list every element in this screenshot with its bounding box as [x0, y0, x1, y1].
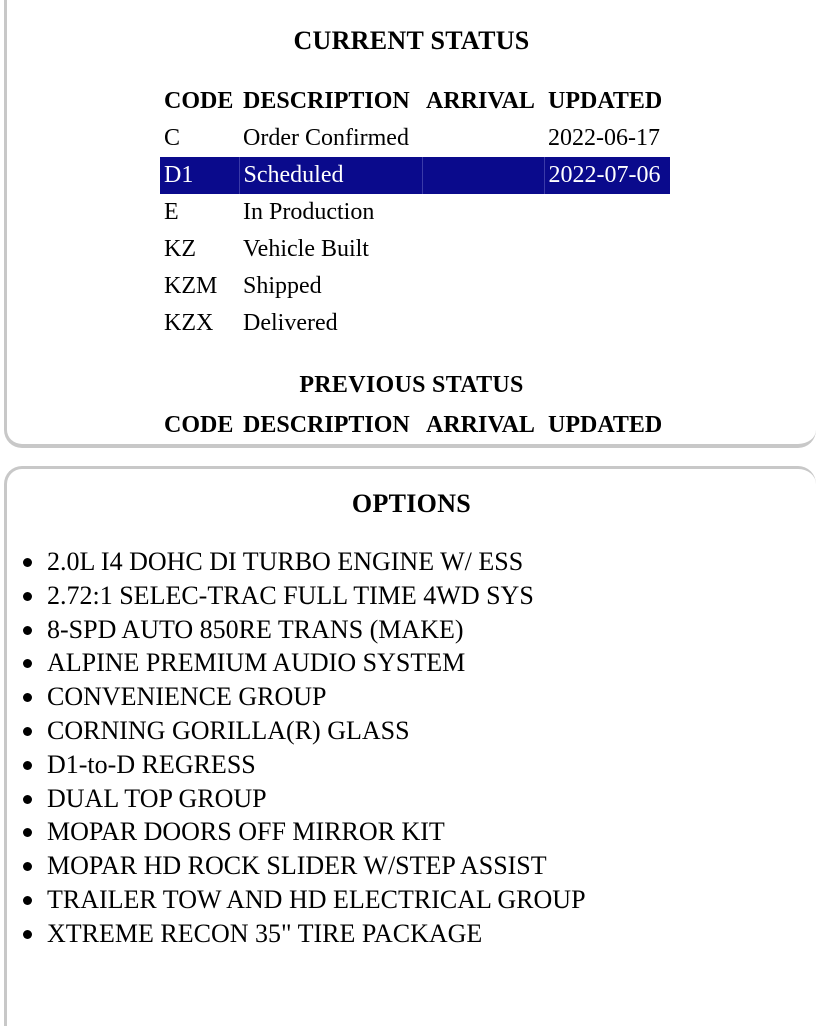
cell-description: Vehicle Built	[243, 236, 369, 262]
option-label: DUAL TOP GROUP	[47, 783, 267, 813]
status-card	[4, 0, 816, 448]
list-item	[21, 714, 586, 748]
current-status-table	[160, 82, 670, 342]
cell-description: In Production	[243, 199, 375, 225]
cell-arrival	[422, 268, 544, 305]
cell-updated	[544, 268, 670, 305]
list-item	[21, 646, 586, 680]
list-item	[21, 849, 586, 883]
list-item	[21, 883, 586, 917]
bullet-icon	[23, 727, 32, 736]
option-label: MOPAR DOORS OFF MIRROR KIT	[47, 817, 445, 847]
table-header-row	[160, 406, 670, 444]
bullet-icon	[23, 693, 32, 702]
cell-updated	[544, 231, 670, 268]
cell-code: KZX	[164, 310, 214, 336]
header-updated: UPDATED	[548, 87, 663, 114]
bullet-icon	[23, 592, 32, 601]
option-label: TRAILER TOW AND HD ELECTRICAL GROUP	[47, 884, 586, 914]
cell-arrival	[422, 231, 544, 268]
option-label: ALPINE PREMIUM AUDIO SYSTEM	[47, 648, 466, 678]
header-updated: UPDATED	[548, 411, 663, 438]
previous-status-table	[160, 406, 670, 444]
option-label: CONVENIENCE GROUP	[47, 682, 327, 712]
cell-updated: 2022-06-17	[548, 125, 660, 151]
option-label: CORNING GORILLA(R) GLASS	[47, 715, 410, 745]
table-header-row	[160, 82, 670, 120]
bullet-icon	[23, 930, 32, 939]
cell-code: KZM	[164, 273, 218, 299]
bullet-icon	[23, 659, 32, 668]
list-item	[21, 579, 586, 613]
table-row[interactable]	[160, 268, 670, 305]
cell-code: C	[164, 125, 181, 151]
table-row[interactable]	[160, 157, 670, 194]
option-label: MOPAR HD ROCK SLIDER W/STEP ASSIST	[47, 851, 547, 881]
header-code: CODE	[164, 411, 234, 438]
option-label: 8-SPD AUTO 850RE TRANS (MAKE)	[47, 614, 464, 644]
bullet-icon	[23, 761, 32, 770]
table-row[interactable]	[160, 194, 670, 231]
list-item	[21, 917, 586, 951]
cell-updated	[544, 194, 670, 231]
cell-code: KZ	[164, 236, 196, 262]
option-label: 2.72:1 SELEC-TRAC FULL TIME 4WD SYS	[47, 580, 534, 610]
list-item	[21, 748, 586, 782]
cell-description: Delivered	[243, 310, 338, 336]
list-item	[21, 782, 586, 816]
header-code: CODE	[164, 87, 234, 114]
options-title: OPTIONS	[351, 489, 472, 518]
bullet-icon	[23, 896, 32, 905]
cell-arrival	[422, 120, 544, 157]
bullet-icon	[23, 862, 32, 871]
list-item	[21, 815, 586, 849]
header-arrival: ARRIVAL	[426, 411, 535, 438]
cell-code: E	[164, 199, 179, 225]
list-item	[21, 545, 586, 579]
table-row[interactable]	[160, 231, 670, 268]
cell-updated: 2022-07-06	[544, 157, 670, 194]
cell-description: Shipped	[243, 273, 322, 299]
table-row[interactable]	[160, 120, 670, 157]
option-label: 2.0L I4 DOHC DI TURBO ENGINE W/ ESS	[47, 547, 524, 576]
header-description: DESCRIPTION	[243, 411, 410, 438]
cell-arrival	[422, 305, 544, 342]
table-row[interactable]	[160, 305, 670, 342]
cell-code: D1	[160, 157, 239, 194]
option-label: XTREME RECON 35" TIRE PACKAGE	[47, 918, 483, 948]
current-status-title: CURRENT STATUS	[293, 26, 530, 55]
cell-arrival	[422, 157, 544, 194]
options-list	[21, 545, 586, 951]
header-description: DESCRIPTION	[243, 87, 410, 114]
cell-arrival	[422, 194, 544, 231]
options-card	[4, 466, 816, 1026]
previous-status-title: PREVIOUS STATUS	[299, 372, 524, 398]
option-label: D1-to-D REGRESS	[47, 749, 256, 779]
bullet-icon	[23, 828, 32, 837]
cell-updated	[544, 305, 670, 342]
bullet-icon	[23, 795, 32, 804]
bullet-icon	[23, 626, 32, 635]
header-arrival: ARRIVAL	[426, 87, 535, 114]
bullet-icon	[23, 558, 32, 567]
list-item	[21, 613, 586, 647]
list-item	[21, 680, 586, 714]
cell-description: Scheduled	[239, 157, 422, 194]
cell-description: Order Confirmed	[243, 125, 409, 151]
